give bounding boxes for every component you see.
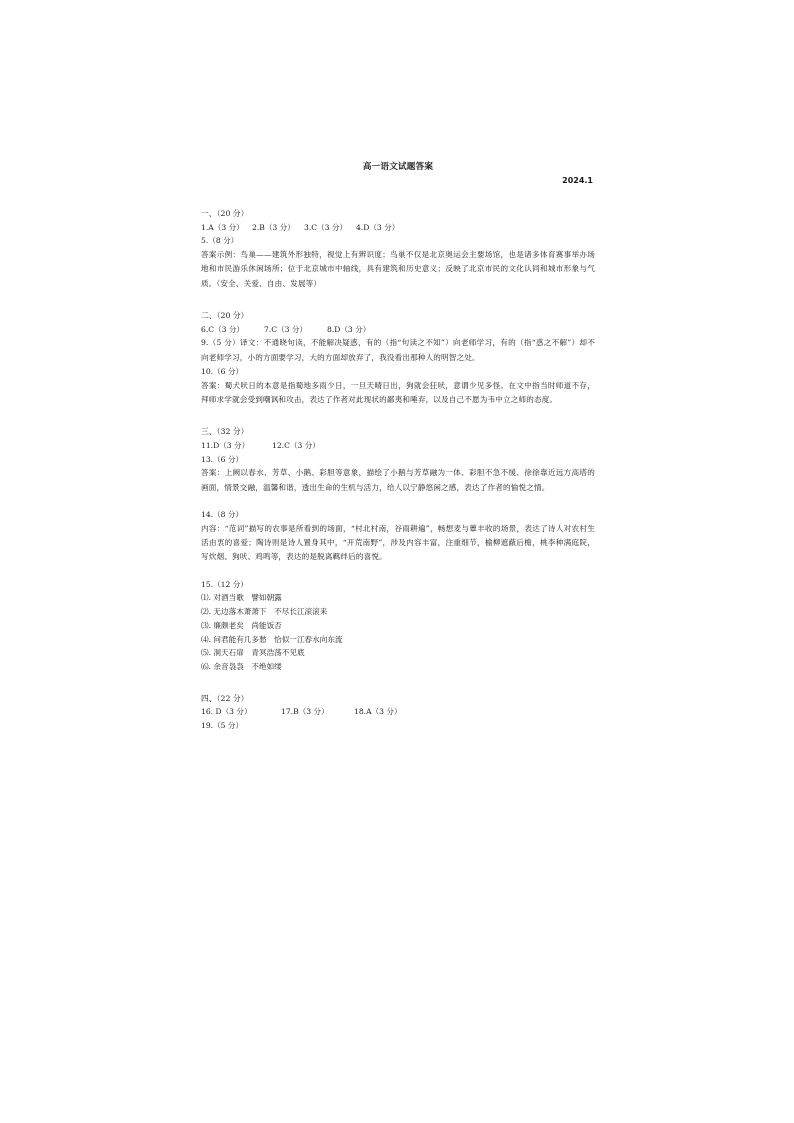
section-one — [201, 207, 595, 291]
question-label: 15.（12 分） — [201, 579, 248, 589]
section-two — [201, 309, 595, 407]
poem-line: ⑶. 廉颇老矣 尚能饭否 — [201, 620, 282, 630]
poem-line: ⑹. 余音袅袅 不绝如缕 — [201, 661, 282, 671]
poem-line: ⑷. 问君能有几多愁 恰似一江春水向东流 — [201, 634, 343, 644]
choice-answers-row — [201, 439, 595, 453]
answer-paragraph: 答案示例：鸟巢——建筑外形独特，视觉上有辨识度；鸟巢不仅是北京奥运会主要场馆，也是诸多体育赛事举办场地和市民游乐休闲场所；位于北京城市中轴线，具有建筑和历史意义；反映了北京市民的文化认同和城市形象与气质。（安全、关爱、自由、发展等） — [201, 249, 595, 288]
answer-item: 6.C（3 分） — [201, 324, 245, 334]
question-label: 10.（6 分） — [201, 367, 244, 376]
question-label: 13.（6 分） — [201, 454, 244, 464]
answer-paragraph: 9.（5 分）译文：不通晓句读，不能解决疑惑，有的（指“句读之不知”）向老师学习，有的（指“惑之不解”）却不向老师学习，小的方面要学习，大的方面却放弃了，我没看出那种人的明智之处。 — [201, 338, 595, 362]
answer-item: 11.D（3 分） — [201, 441, 250, 450]
section-heading: 一、（20 分） — [201, 209, 249, 218]
answer-item: 2.B（3 分） — [252, 222, 295, 232]
answer-item: 18.A（3 分） — [354, 707, 402, 717]
choice-answers-row — [201, 323, 595, 337]
poem-line: ⑴. 对酒当歌 譬如朝露 — [201, 593, 282, 603]
section-four — [201, 692, 595, 733]
answer-item: 17.B（3 分） — [281, 707, 329, 717]
answer-paragraph: 内容：“范词”描写的农事是所看到的场面，“村北村南，谷雨耕遍”，畅想麦与蕈丰收的场景，表达了诗人对农村生活由衷的喜爱；陶诗则是诗人置身其中，“开荒南野”，涉及内容丰富，注重细节，榆柳遮蔽后檐，桃李种满庭院，写炊烟、狗吠、鸡鸣等，表达的是脱离羁绊后的喜悦。 — [201, 523, 595, 562]
answer-item: 8.D（3 分） — [327, 324, 371, 334]
page-title: 高一语文试题答案 — [362, 162, 434, 172]
exam-date: 2024.1 — [562, 176, 593, 185]
answer-item: 3.C（3 分） — [304, 222, 348, 232]
poem-line: ⑵. 无边落木萧萧下 不尽长江滚滚来 — [201, 607, 328, 617]
section-three — [201, 425, 595, 673]
answer-item: 1.A（3 分） — [201, 222, 244, 232]
choice-answers-row — [201, 705, 595, 719]
section-heading: 四、（22 分） — [201, 693, 249, 703]
answer-paragraph: 答案：蜀犬吠日的本意是指蜀地多雨少日，一旦天晴日出，狗就会狂吠，意谓少见多怪。在文中指当时师道不存，拜师求学就会受到嘲讽和攻击，表达了作者对此现状的鄙夷和唾弃，以及自己不愿为韦中立之师的态度。 — [201, 380, 595, 404]
poem-line: ⑸. 洞天石扉 青冥浩荡不见底 — [201, 648, 305, 658]
section-heading: 二、（20 分） — [201, 311, 249, 320]
question-label: 14.（8 分） — [201, 510, 244, 519]
question-label: 19.（5 分） — [201, 720, 244, 730]
answer-item: 7.C（3 分） — [264, 324, 308, 334]
answer-item: 16. D（3 分） — [201, 707, 252, 717]
answer-content — [201, 160, 595, 732]
answer-item: 12.C（3 分） — [272, 441, 320, 450]
poem-lines — [201, 591, 595, 673]
answer-item: 4.D（3 分） — [356, 222, 400, 232]
section-heading: 三、（32 分） — [201, 427, 249, 437]
answer-paragraph: 答案：上阙以春水、芳草、小鹅、彩胆等意象，描绘了小鹅与芳草融为一体、彩胆不急不缓、徐徐靠近远方高塔的画面，情景交融，温馨和谐，透出生命的生机与活力，给人以宁静悠闲之感，表达了作者的愉悦之情。 — [201, 468, 595, 492]
question-label: 5.（8 分） — [201, 236, 239, 246]
choice-answers-row — [201, 221, 595, 235]
